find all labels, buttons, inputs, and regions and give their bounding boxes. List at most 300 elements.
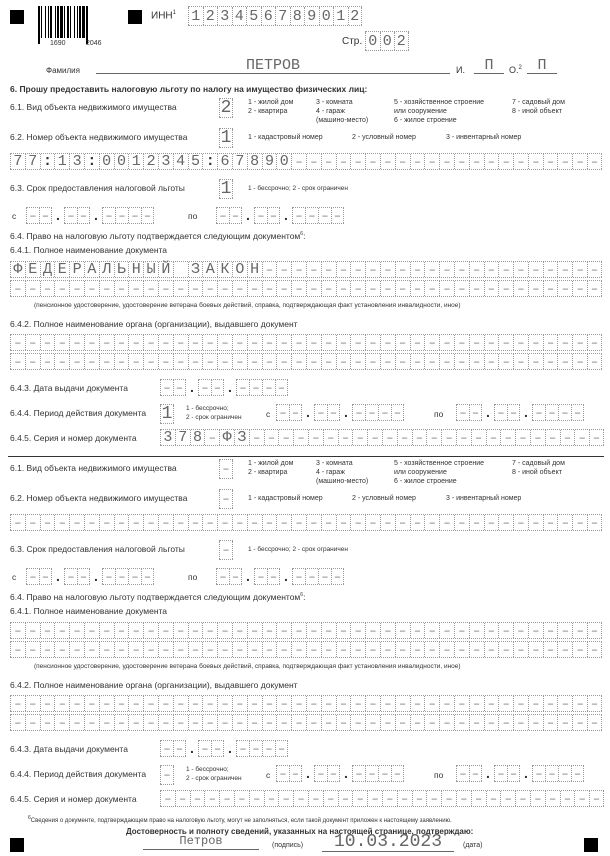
char-cell xyxy=(276,515,291,530)
object-type-option: 1 - жилой дом xyxy=(248,99,294,106)
inn-label: ИНН$^1$ xyxy=(151,10,176,22)
char-cell xyxy=(219,460,233,478)
issue-date-label: 6.4.3. Дата выдачи документа xyxy=(10,744,128,754)
char-cell xyxy=(424,515,439,530)
char-cell xyxy=(276,642,291,657)
char-cell xyxy=(262,696,277,711)
date-field[interactable] xyxy=(322,832,454,852)
char-cell: З xyxy=(234,430,249,445)
char-cell xyxy=(378,405,391,420)
char-cell xyxy=(471,430,486,445)
char-cell: 4 xyxy=(232,7,247,25)
document-name-field-line2[interactable] xyxy=(10,280,602,297)
issue-date-month[interactable] xyxy=(198,379,224,396)
char-cell xyxy=(40,335,55,350)
period-from-day[interactable] xyxy=(276,404,302,421)
object-type-option: или сооружение xyxy=(394,108,447,115)
char-cell xyxy=(530,791,545,806)
document-number-label: 6.4.5. Серия и номер документа xyxy=(10,433,137,443)
char-cell xyxy=(587,262,602,277)
char-cell xyxy=(211,380,224,395)
char-cell xyxy=(267,208,280,223)
period-from-year[interactable] xyxy=(352,765,404,782)
char-cell xyxy=(232,642,247,657)
char-cell xyxy=(572,335,587,350)
char-cell xyxy=(202,335,217,350)
char-cell xyxy=(469,696,484,711)
char-cell xyxy=(352,405,365,420)
char-cell xyxy=(380,281,395,296)
object-number-field[interactable] xyxy=(10,514,602,531)
char-cell xyxy=(160,791,175,806)
issuer-name-field[interactable] xyxy=(10,334,602,351)
char-cell xyxy=(336,262,351,277)
char-cell xyxy=(114,354,129,369)
char-cell xyxy=(99,715,114,730)
period-to-month[interactable] xyxy=(494,765,520,782)
object-type-option: 6 - жилое строение xyxy=(394,478,457,485)
date-separator: . xyxy=(524,404,528,420)
char-cell xyxy=(336,696,351,711)
term-to-month[interactable] xyxy=(254,207,280,224)
object-type-option: 3 - комната xyxy=(316,460,353,467)
char-cell xyxy=(365,262,380,277)
object-type-option: 2 - квартира xyxy=(248,108,288,115)
char-cell xyxy=(469,154,484,169)
document-name-field[interactable] xyxy=(10,622,602,639)
char-cell xyxy=(128,515,143,530)
char-cell xyxy=(276,405,289,420)
surname-value: ПЕТРОВ xyxy=(245,57,300,74)
char-cell xyxy=(291,154,306,169)
char-cell xyxy=(188,335,203,350)
term-from-month[interactable] xyxy=(64,207,90,224)
issuer-name-field-line2[interactable] xyxy=(10,353,602,370)
char-cell xyxy=(545,791,560,806)
char-cell xyxy=(158,515,173,530)
char-cell xyxy=(25,696,40,711)
char-cell xyxy=(587,696,602,711)
char-cell xyxy=(173,354,188,369)
object-number-label: 6.2. Номер объекта недвижимого имущества xyxy=(10,493,188,503)
char-cell xyxy=(572,642,587,657)
issue-date-day[interactable] xyxy=(160,740,186,757)
object-type-option: 8 - иной объект xyxy=(512,108,562,115)
char-cell xyxy=(84,623,99,638)
issue-date-year[interactable] xyxy=(236,740,288,757)
term-field[interactable] xyxy=(219,179,233,199)
char-cell xyxy=(336,715,351,730)
char-cell xyxy=(128,208,141,223)
char-cell xyxy=(143,715,158,730)
char-cell: К xyxy=(217,262,232,277)
issuer-name-field-line2[interactable] xyxy=(10,714,602,731)
char-cell xyxy=(99,623,114,638)
period-from-month[interactable] xyxy=(314,765,340,782)
char-cell xyxy=(557,696,572,711)
char-cell xyxy=(264,791,279,806)
char-cell xyxy=(589,791,604,806)
char-cell xyxy=(352,430,367,445)
char-cell: 5 xyxy=(188,154,203,169)
period-from-year[interactable] xyxy=(352,404,404,421)
document-period-label: 6.4.4. Период действия документа xyxy=(10,408,147,418)
char-cell xyxy=(102,208,115,223)
char-cell xyxy=(454,696,469,711)
issuer-name-label: 6.4.2. Полное наименование органа (организации), выдавшего документ xyxy=(10,319,298,329)
char-cell xyxy=(545,766,558,781)
issue-date-day[interactable] xyxy=(160,379,186,396)
term-to-month[interactable] xyxy=(254,568,280,585)
char-cell xyxy=(158,335,173,350)
char-cell xyxy=(397,791,412,806)
char-cell xyxy=(498,354,513,369)
char-cell xyxy=(308,430,323,445)
char-cell xyxy=(276,281,291,296)
char-cell xyxy=(336,154,351,169)
char-cell xyxy=(365,281,380,296)
char-cell xyxy=(380,262,395,277)
char-cell xyxy=(557,262,572,277)
char-cell xyxy=(350,642,365,657)
char-cell xyxy=(69,515,84,530)
char-cell xyxy=(543,696,558,711)
char-cell xyxy=(143,623,158,638)
char-cell xyxy=(291,262,306,277)
char-cell xyxy=(40,696,55,711)
char-cell xyxy=(350,154,365,169)
char-cell xyxy=(469,354,484,369)
char-cell xyxy=(572,623,587,638)
char-cell xyxy=(484,515,499,530)
char-cell xyxy=(543,281,558,296)
term-to-year[interactable] xyxy=(292,568,344,585)
char-cell: Н xyxy=(247,262,262,277)
char-cell xyxy=(469,766,482,781)
char-cell xyxy=(232,515,247,530)
char-cell xyxy=(314,766,327,781)
term-to-day[interactable] xyxy=(216,207,242,224)
surname-field[interactable] xyxy=(96,57,450,74)
char-cell xyxy=(262,741,275,756)
char-cell xyxy=(202,642,217,657)
char-cell: 1 xyxy=(220,128,232,148)
char-cell: : xyxy=(84,154,99,169)
block-divider xyxy=(8,456,604,457)
term-to-day[interactable] xyxy=(216,568,242,585)
char-cell xyxy=(410,623,425,638)
inn-field[interactable] xyxy=(188,6,362,26)
document-name-field-line2[interactable] xyxy=(10,641,602,658)
document-period-field[interactable] xyxy=(160,765,174,785)
issuer-name-field[interactable] xyxy=(10,695,602,712)
date-separator: . xyxy=(190,379,194,395)
char-cell xyxy=(291,515,306,530)
initial-o-field[interactable] xyxy=(527,57,557,74)
char-cell xyxy=(69,642,84,657)
char-cell xyxy=(543,642,558,657)
object-number-label: 6.2. Номер объекта недвижимого имущества xyxy=(10,132,188,142)
char-cell xyxy=(291,354,306,369)
char-cell xyxy=(278,430,293,445)
char-cell xyxy=(54,335,69,350)
char-cell xyxy=(321,354,336,369)
char-cell xyxy=(99,281,114,296)
char-cell xyxy=(202,623,217,638)
char-cell xyxy=(321,642,336,657)
confirmation-text: Достоверность и полноту сведений, указанных на настоящей странице, подтверждаю: xyxy=(126,827,474,836)
period-to-day[interactable] xyxy=(456,765,482,782)
char-cell xyxy=(202,696,217,711)
char-cell xyxy=(336,335,351,350)
corner-marker xyxy=(10,838,24,852)
char-cell xyxy=(306,335,321,350)
char-cell xyxy=(173,715,188,730)
char-cell xyxy=(410,696,425,711)
period-to-year[interactable] xyxy=(532,404,584,421)
char-cell xyxy=(158,715,173,730)
char-cell: 6 xyxy=(217,154,232,169)
char-cell xyxy=(249,791,264,806)
char-cell xyxy=(365,642,380,657)
term-from-year[interactable] xyxy=(102,568,154,585)
term-from-day[interactable] xyxy=(26,207,52,224)
char-cell xyxy=(439,715,454,730)
char-cell xyxy=(395,354,410,369)
object-number-field[interactable] xyxy=(10,153,602,170)
char-cell xyxy=(589,430,604,445)
char-cell xyxy=(494,766,507,781)
period-from-month[interactable] xyxy=(314,404,340,421)
char-cell xyxy=(306,354,321,369)
char-cell xyxy=(278,791,293,806)
char-cell xyxy=(190,791,205,806)
char-cell xyxy=(380,623,395,638)
char-cell xyxy=(40,354,55,369)
issue-date-month[interactable] xyxy=(198,740,224,757)
term-to-year[interactable] xyxy=(292,207,344,224)
char-cell xyxy=(143,642,158,657)
char-cell xyxy=(249,430,264,445)
char-cell xyxy=(188,642,203,657)
char-cell xyxy=(378,766,391,781)
char-cell xyxy=(469,405,482,420)
char-cell xyxy=(308,791,323,806)
date-separator: . xyxy=(228,379,232,395)
char-cell xyxy=(560,791,575,806)
period-type-option: 1 - бессрочно; xyxy=(186,405,229,412)
from-label: с xyxy=(12,211,17,221)
char-cell xyxy=(498,642,513,657)
char-cell xyxy=(572,715,587,730)
char-cell xyxy=(25,335,40,350)
char-cell xyxy=(276,262,291,277)
number-type-option: 1 - кадастровый номер xyxy=(248,495,323,502)
char-cell xyxy=(202,281,217,296)
corner-marker xyxy=(10,10,24,24)
char-cell xyxy=(306,154,321,169)
term-from-day[interactable] xyxy=(26,568,52,585)
char-cell xyxy=(10,335,25,350)
period-from-day[interactable] xyxy=(276,765,302,782)
barcode-number-left: 1690 xyxy=(50,40,66,47)
document-name-field[interactable] xyxy=(10,261,602,278)
char-cell xyxy=(528,335,543,350)
char-cell xyxy=(557,154,572,169)
char-cell xyxy=(456,405,469,420)
period-to-month[interactable] xyxy=(494,404,520,421)
object-type-option: 7 - садовый дом xyxy=(512,460,565,467)
document-number-field[interactable] xyxy=(160,429,604,446)
term-from-year[interactable] xyxy=(102,207,154,224)
char-cell xyxy=(365,154,380,169)
char-cell xyxy=(232,335,247,350)
date-label: (дата) xyxy=(463,842,483,849)
period-to-year[interactable] xyxy=(532,765,584,782)
char-cell xyxy=(395,281,410,296)
char-cell xyxy=(217,696,232,711)
char-cell xyxy=(484,696,499,711)
page-number-field[interactable] xyxy=(365,31,409,51)
char-cell xyxy=(219,791,234,806)
char-cell xyxy=(543,154,558,169)
char-cell xyxy=(410,154,425,169)
char-cell xyxy=(424,623,439,638)
char-cell: Ф xyxy=(10,262,25,277)
char-cell xyxy=(513,281,528,296)
char-cell: 0 xyxy=(319,7,334,25)
issue-date-year[interactable] xyxy=(236,379,288,396)
number-type-field[interactable] xyxy=(219,128,233,148)
char-cell xyxy=(528,154,543,169)
char-cell xyxy=(289,766,302,781)
char-cell xyxy=(410,335,425,350)
char-cell: 7 xyxy=(25,154,40,169)
char-cell xyxy=(395,696,410,711)
char-cell xyxy=(54,696,69,711)
initial-i-field[interactable] xyxy=(474,57,504,74)
initial-o-value: П xyxy=(537,57,547,74)
char-cell xyxy=(306,642,321,657)
char-cell xyxy=(572,696,587,711)
document-section-label: 6.4. Право на налоговую льготу подтверждается следующим документом$^6$: xyxy=(10,231,306,241)
char-cell xyxy=(513,335,528,350)
char-cell xyxy=(587,515,602,530)
period-to-day[interactable] xyxy=(456,404,482,421)
char-cell xyxy=(262,262,277,277)
char-cell xyxy=(365,766,378,781)
char-cell xyxy=(439,262,454,277)
char-cell xyxy=(469,623,484,638)
char-cell xyxy=(40,281,55,296)
char-cell xyxy=(323,430,338,445)
char-cell xyxy=(84,696,99,711)
term-field[interactable] xyxy=(219,540,233,560)
char-cell xyxy=(454,354,469,369)
number-type-field[interactable] xyxy=(219,489,233,509)
char-cell xyxy=(424,715,439,730)
term-type-option: 1 - бессрочно; 2 - срок ограничен xyxy=(248,546,348,553)
char-cell xyxy=(515,430,530,445)
char-cell xyxy=(114,515,129,530)
char-cell xyxy=(318,208,331,223)
object-type-field[interactable] xyxy=(219,98,233,118)
period-to-label: по xyxy=(434,770,444,780)
object-type-option: 1 - жилой дом xyxy=(248,460,294,467)
char-cell xyxy=(424,262,439,277)
char-cell xyxy=(291,335,306,350)
char-cell xyxy=(557,515,572,530)
char-cell xyxy=(572,281,587,296)
char-cell xyxy=(314,405,327,420)
char-cell xyxy=(528,715,543,730)
char-cell xyxy=(10,281,25,296)
char-cell xyxy=(507,766,520,781)
char-cell xyxy=(382,791,397,806)
char-cell xyxy=(454,623,469,638)
date-separator: . xyxy=(56,568,60,584)
document-number-field[interactable] xyxy=(160,790,604,807)
date-separator: . xyxy=(284,568,288,584)
char-cell xyxy=(232,623,247,638)
char-cell xyxy=(202,515,217,530)
date-value: 10.03.2023 xyxy=(333,832,443,852)
period-type-option: 2 - срок ограничен xyxy=(186,775,242,782)
char-cell xyxy=(173,696,188,711)
char-cell xyxy=(188,715,203,730)
char-cell xyxy=(10,623,25,638)
char-cell xyxy=(327,405,340,420)
term-type-option: 1 - бессрочно; 2 - срок ограничен xyxy=(248,185,348,192)
char-cell xyxy=(574,791,589,806)
char-cell xyxy=(484,715,499,730)
char-cell xyxy=(25,354,40,369)
signature-field[interactable] xyxy=(143,836,259,850)
page-label: Стр. xyxy=(342,36,363,47)
char-cell: Д xyxy=(40,262,55,277)
char-cell xyxy=(321,515,336,530)
char-cell xyxy=(498,281,513,296)
char-cell xyxy=(365,515,380,530)
char-cell xyxy=(352,766,365,781)
char-cell xyxy=(528,354,543,369)
char-cell: 7 xyxy=(232,154,247,169)
char-cell xyxy=(39,208,52,223)
char-cell xyxy=(114,715,129,730)
date-separator: . xyxy=(306,404,310,420)
char-cell xyxy=(484,281,499,296)
char-cell xyxy=(25,515,40,530)
document-type-hint: (пенсионное удостоверение, удостоверение ветерана боевых действий, справка, подтверждающая факт установления инвалидности, иное) xyxy=(34,302,461,309)
char-cell xyxy=(114,623,129,638)
document-period-field[interactable] xyxy=(160,404,174,424)
char-cell xyxy=(350,515,365,530)
term-from-month[interactable] xyxy=(64,568,90,585)
char-cell xyxy=(173,623,188,638)
char-cell: 1 xyxy=(188,7,203,25)
char-cell xyxy=(484,335,499,350)
object-type-field[interactable] xyxy=(219,459,233,479)
char-cell xyxy=(25,642,40,657)
char-cell xyxy=(84,515,99,530)
char-cell xyxy=(365,405,378,420)
char-cell xyxy=(484,354,499,369)
char-cell xyxy=(391,766,404,781)
char-cell xyxy=(247,515,262,530)
char-cell xyxy=(557,335,572,350)
document-name-label: 6.4.1. Полное наименование документа xyxy=(10,245,168,255)
char-cell: 0 xyxy=(365,32,380,50)
